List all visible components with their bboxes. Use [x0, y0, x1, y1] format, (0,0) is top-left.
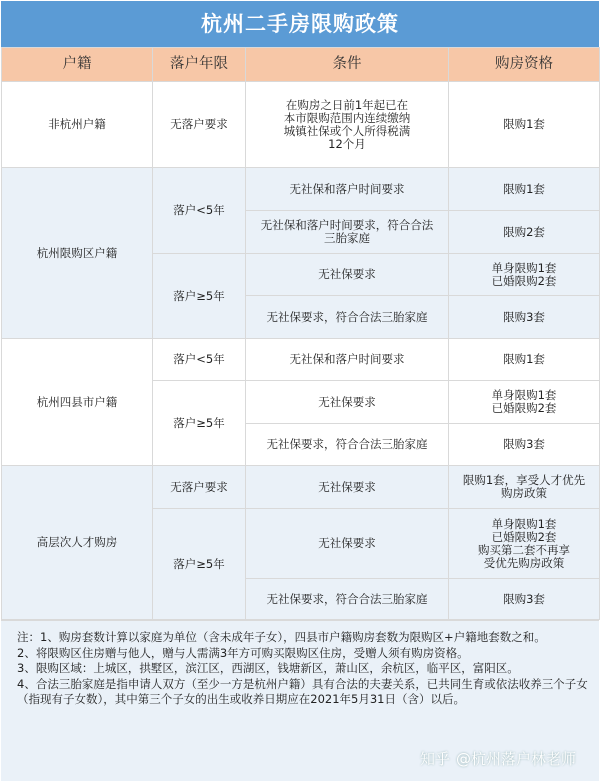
condition-cell: 无社保要求 — [246, 254, 449, 296]
note-1: 注：1、购房套数计算以家庭为单位（含未成年子女），四县市户籍购房套数为限购区+户籍地套数之和。 — [17, 630, 546, 644]
qualification-cell: 限购1套 — [449, 82, 600, 168]
condition-cell: 无社保和落户时间要求 — [246, 339, 449, 381]
years-cell: 落户≥5年 — [153, 509, 246, 620]
condition-cell: 无社保要求，符合合法三胎家庭 — [246, 424, 449, 466]
qualification-cell: 单身限购1套 已婚限购2套 购买第二套不再享 受优先购房政策 — [449, 509, 600, 579]
zhihu-logo: 知乎 — [420, 750, 451, 768]
years-cell: 落户<5年 — [153, 168, 246, 254]
category-cell: 非杭州户籍 — [2, 82, 153, 168]
qualification-cell: 单身限购1套 已婚限购2套 — [449, 381, 600, 424]
note-2: 2、将限购区住房赠与他人，赠与人需满3年方可购买限购区住房，受赠人须有购房资格。 — [17, 645, 469, 660]
header-row — [2, 48, 600, 82]
condition-cell: 无社保要求 — [246, 509, 449, 579]
condition-cell: 无社保要求 — [246, 466, 449, 509]
header-household: 户籍 — [2, 48, 153, 82]
note-3: 3、限购区域：上城区，拱墅区，滨江区，西湖区，钱塘新区，萧山区，余杭区，临平区，富阳区。 — [17, 661, 519, 675]
watermark — [420, 748, 576, 769]
condition-cell: 无社保和落户时间要求，符合合法 三胎家庭 — [246, 211, 449, 254]
condition-cell: 无社保要求，符合合法三胎家庭 — [246, 296, 449, 339]
watermark-author: @杭州落户林老师 — [456, 750, 577, 768]
qualification-cell: 限购3套 — [449, 424, 600, 466]
table-row — [2, 466, 600, 509]
condition-cell: 无社保要求，符合合法三胎家庭 — [246, 579, 449, 620]
category-cell: 高层次人才购房 — [2, 466, 153, 620]
qualification-cell: 单身限购1套 已婚限购2套 — [449, 254, 600, 296]
page-title: 杭州二手房限购政策 — [1, 1, 599, 47]
years-cell: 落户≥5年 — [153, 254, 246, 339]
category-cell: 杭州四县市户籍 — [2, 339, 153, 466]
table-row — [2, 339, 600, 381]
qualification-cell: 限购1套，享受人才优先 购房政策 — [449, 466, 600, 509]
condition-cell: 无社保要求 — [246, 381, 449, 424]
qualification-cell: 限购3套 — [449, 296, 600, 339]
header-years: 落户年限 — [153, 48, 246, 82]
header-qualification: 购房资格 — [449, 48, 600, 82]
qualification-cell: 限购3套 — [449, 579, 600, 620]
years-cell: 落户≥5年 — [153, 381, 246, 466]
table-row — [2, 82, 600, 168]
years-cell: 无落户要求 — [153, 466, 246, 509]
category-cell: 杭州限购区户籍 — [2, 168, 153, 339]
condition-cell: 在购房之日前1年起已在 本市限购范围内连续缴纳 城镇社保或个人所得税满 12个月 — [246, 82, 449, 168]
condition-cell: 无社保和落户时间要求 — [246, 168, 449, 211]
policy-table — [1, 47, 600, 620]
qualification-cell: 限购1套 — [449, 168, 600, 211]
years-cell: 无落户要求 — [153, 82, 246, 168]
years-cell: 落户<5年 — [153, 339, 246, 381]
qualification-cell: 限购2套 — [449, 211, 600, 254]
table-row — [2, 168, 600, 211]
qualification-cell: 限购1套 — [449, 339, 600, 381]
note-4: 4、合法三胎家庭是指申请人双方（至少一方是杭州户籍）具有合法的夫妻关系，已共同生育或依法收养三个子女（指现有子女数），其中第三个子女的出生或收养日期应在2021年5月31日（含）以后。 — [17, 676, 588, 706]
header-condition: 条件 — [246, 48, 449, 82]
